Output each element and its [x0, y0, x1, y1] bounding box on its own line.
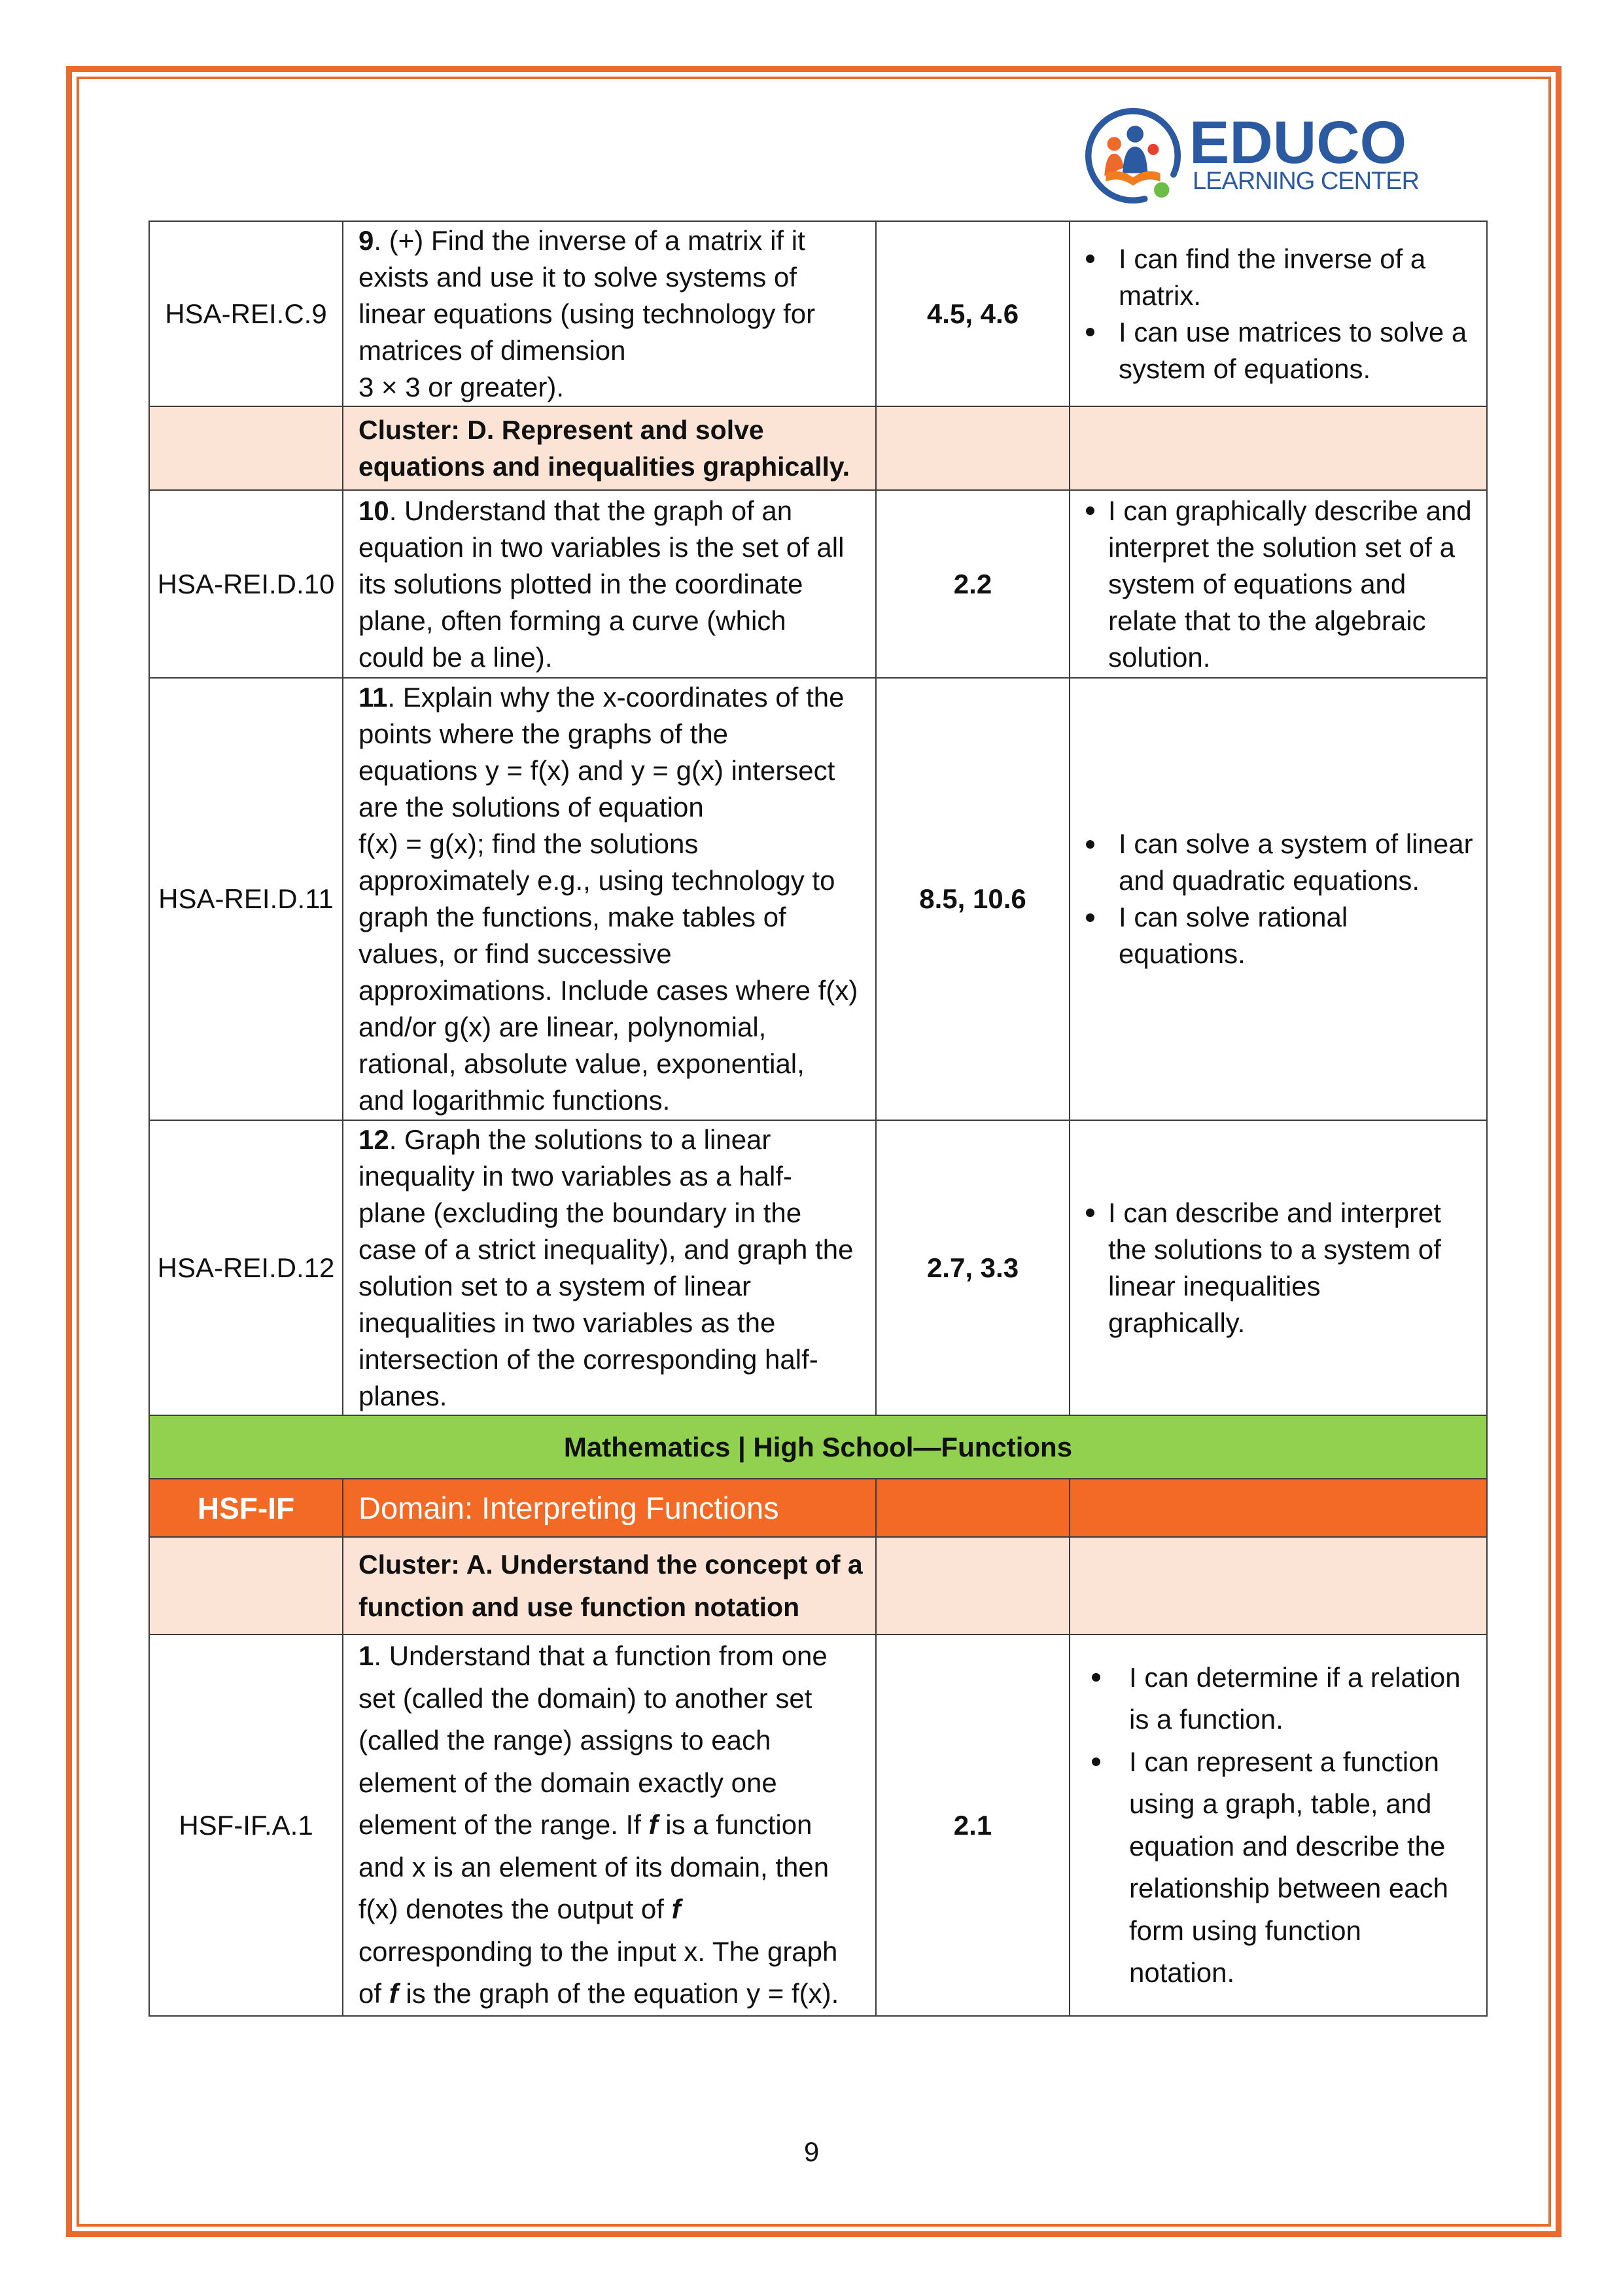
lessons-cell	[877, 679, 1070, 1121]
description-line	[358, 1635, 839, 1678]
description-text: . (+) Find the inverse of a matrix if it	[374, 224, 805, 256]
bullet-icon	[1086, 328, 1094, 336]
description-line	[358, 493, 844, 529]
description-line: and x is an element of its domain, then	[358, 1851, 829, 1882]
domain-title-cell	[343, 1479, 877, 1538]
description-lines	[358, 222, 815, 406]
learning-target	[1070, 241, 1486, 314]
learning-target-line: relationship between each	[1129, 1873, 1449, 1903]
description-text: . Graph the solutions to a linear	[389, 1123, 771, 1155]
description-lines	[358, 1635, 839, 2015]
description-line: case of a strict inequality), and graph the	[358, 1233, 854, 1265]
learning-target-line: and quadratic equations.	[1119, 865, 1420, 896]
description-line: linear equations (using technology for	[358, 298, 816, 329]
function-variable: f	[389, 1978, 398, 2009]
logo-subtitle: LEARNING CENTER	[1193, 168, 1420, 195]
section-header-text: Mathematics | High School—Functions	[563, 1431, 1073, 1462]
description-line: inequality in two variables as a half-	[358, 1160, 793, 1192]
section-header	[150, 1416, 1488, 1479]
logo-book	[1106, 171, 1160, 186]
description-lines	[358, 1122, 853, 1415]
standard-number: 11	[358, 682, 388, 713]
standard-number: 10	[358, 495, 389, 526]
description-line	[358, 679, 858, 716]
learning-target-line: I can solve a system of linear	[1119, 828, 1473, 859]
description-line: element of the domain exactly one	[358, 1767, 777, 1798]
learning-target-line: I can determine if a relation	[1129, 1661, 1461, 1693]
description-line	[358, 1804, 839, 1846]
learning-targets-cell	[1070, 1635, 1488, 2017]
description-line: equation in two variables is the set of all	[358, 531, 845, 563]
bullet-icon	[1086, 1209, 1094, 1217]
description-line	[358, 1122, 853, 1158]
description-line: approximately e.g., using technology to	[358, 865, 835, 896]
description-line	[358, 1888, 839, 1931]
description-text: . Understand that a function from one	[374, 1640, 828, 1672]
description-line: matrices of dimension	[358, 334, 626, 366]
lesson-numbers: 2.2	[953, 568, 992, 599]
cluster-heading-cell	[343, 1538, 877, 1635]
logo-figure-head-blue	[1126, 126, 1143, 143]
description-line: intersection of the corresponding half-	[358, 1343, 818, 1375]
standard-code-cell	[150, 1635, 343, 2017]
standard-code-cell	[150, 679, 343, 1121]
learning-target	[1070, 826, 1486, 899]
description-line: could be a line).	[358, 641, 553, 673]
bullet-icon	[1092, 1673, 1100, 1682]
standards-table	[148, 221, 1488, 2017]
description-line	[358, 1973, 839, 2015]
cluster-heading-line: equations and inequalities graphically.	[358, 451, 850, 482]
bullet-icon	[1086, 913, 1094, 922]
learning-targets-cell	[1070, 1121, 1488, 1416]
lessons-cell	[877, 222, 1070, 407]
standard-description-cell	[343, 1121, 877, 1416]
standard-number: 1	[358, 1640, 374, 1672]
cluster-empty-cell	[877, 407, 1070, 491]
learning-targets-cell	[1070, 491, 1488, 679]
description-line: rational, absolute value, exponential,	[358, 1048, 805, 1079]
description-line: f(x) = g(x); find the solutions	[358, 828, 699, 859]
learning-target	[1070, 314, 1486, 387]
description-line: values, or find successive	[358, 938, 672, 969]
bullet-icon	[1086, 255, 1094, 263]
description-line: its solutions plotted in the coordinate	[358, 568, 803, 599]
learning-target	[1070, 493, 1486, 676]
description-line: points where the graphs of the	[358, 718, 729, 749]
domain-empty-cell	[877, 1479, 1070, 1538]
domain-title: Domain: Interpreting Functions	[358, 1490, 779, 1525]
cluster-empty-cell	[1070, 1538, 1488, 1635]
standard-code-cell	[150, 222, 343, 407]
learning-target	[1070, 1657, 1486, 1741]
learning-target-line: I can solve rational	[1119, 902, 1348, 932]
description-line: exists and use it to solve systems of	[358, 261, 797, 292]
learning-targets-list	[1070, 241, 1486, 387]
standard-number: 12	[358, 1123, 389, 1155]
learning-targets-list	[1070, 493, 1486, 676]
standard-code: HSF-IF.A.1	[179, 1809, 313, 1841]
learning-target-line: is a function.	[1129, 1704, 1283, 1735]
learning-target-line: I can describe and interpret	[1108, 1197, 1441, 1228]
learning-target-line: solution.	[1108, 641, 1211, 673]
description-text: of	[358, 1978, 389, 2009]
learning-target-line: I can graphically describe and	[1108, 495, 1472, 526]
learning-target-line: I can use matrices to solve a	[1119, 316, 1467, 347]
description-line: are the solutions of equation	[358, 792, 704, 822]
description-lines	[358, 679, 858, 1119]
learning-target-line: I can represent a function	[1129, 1746, 1439, 1777]
learning-target-line: notation.	[1129, 1957, 1235, 1988]
description-text: . Understand that the graph of an	[389, 495, 793, 526]
learning-target-line: using a graph, table, and	[1129, 1788, 1432, 1819]
description-line: plane, often forming a curve (which	[358, 605, 786, 636]
lesson-numbers: 2.1	[953, 1809, 992, 1841]
learning-target-line: graphically.	[1108, 1307, 1246, 1338]
logo-title: EDUCO	[1189, 109, 1407, 176]
learning-target	[1070, 1741, 1486, 1994]
logo-figure-head-red	[1147, 144, 1159, 155]
standard-description-cell	[343, 491, 877, 679]
learning-target-line: linear inequalities	[1108, 1270, 1321, 1301]
description-line: approximations. Include cases where f(x)	[358, 975, 858, 1006]
description-line: solution set to a system of linear	[358, 1270, 751, 1301]
description-lines	[358, 493, 844, 676]
standard-code-cell	[150, 491, 343, 679]
domain-code: HSF-IF	[197, 1491, 295, 1525]
cluster-heading	[358, 412, 850, 485]
learning-target-line: system of equations and	[1108, 568, 1406, 599]
learning-targets-list	[1070, 1657, 1486, 1994]
learning-targets-list	[1070, 826, 1486, 972]
learning-target-line: matrix.	[1119, 279, 1201, 311]
function-variable: f	[648, 1809, 658, 1841]
domain-code-cell	[150, 1479, 343, 1538]
learning-targets-cell	[1070, 679, 1488, 1121]
standard-code: HSA-REI.D.11	[158, 883, 334, 914]
cluster-heading-line: Cluster: A. Understand the concept of a	[358, 1549, 863, 1580]
description-line: planes.	[358, 1380, 447, 1411]
logo-green-dot	[1154, 183, 1169, 198]
lesson-numbers: 8.5, 10.6	[919, 883, 1026, 914]
description-line: and logarithmic functions.	[358, 1085, 671, 1116]
description-line: graph the functions, make tables of	[358, 902, 786, 932]
standard-description-cell	[343, 679, 877, 1121]
logo-figure-head-orange	[1108, 137, 1121, 150]
lesson-numbers: 2.7, 3.3	[926, 1252, 1019, 1283]
description-line: inequalities in two variables as the	[358, 1307, 776, 1338]
bullet-icon	[1086, 840, 1094, 849]
cluster-heading-line: Cluster: D. Represent and solve	[358, 415, 764, 445]
cluster-heading-cell	[343, 407, 877, 491]
domain-empty-cell	[1070, 1479, 1488, 1538]
learning-target-line: the solutions to a system of	[1108, 1233, 1441, 1265]
logo-figure-body-blue	[1123, 147, 1147, 173]
bullet-icon	[1092, 1757, 1100, 1766]
lesson-numbers: 4.5, 4.6	[926, 298, 1019, 329]
description-line	[358, 222, 815, 259]
educo-logo-icon	[1081, 103, 1185, 208]
description-line: plane (excluding the boundary in the	[358, 1197, 802, 1228]
learning-target-line: I can find the inverse of a	[1119, 243, 1426, 274]
description-line: (called the range) assigns to each	[358, 1725, 771, 1756]
learning-target-line: form using function	[1129, 1915, 1361, 1946]
bullet-icon	[1086, 506, 1094, 515]
standard-description-cell	[343, 222, 877, 407]
standard-description-cell	[343, 1635, 877, 2017]
description-line: 3 × 3 or greater).	[358, 371, 564, 402]
description-text: is a function	[657, 1809, 812, 1841]
learning-targets-list	[1070, 1195, 1486, 1341]
cluster-empty-cell	[150, 407, 343, 491]
description-line: equations y = f(x) and y = g(x) intersect	[358, 755, 835, 786]
lessons-cell	[877, 1121, 1070, 1416]
learning-target	[1070, 899, 1486, 972]
learning-target-line: interpret the solution set of a	[1108, 531, 1455, 563]
cluster-heading	[358, 1544, 863, 1628]
lessons-cell	[877, 1635, 1070, 2017]
description-text: is the graph of the equation y = f(x).	[398, 1978, 839, 2009]
description-line: set (called the domain) to another set	[358, 1682, 812, 1714]
lessons-cell	[877, 491, 1070, 679]
learning-targets-cell	[1070, 222, 1488, 407]
learning-target	[1070, 1195, 1486, 1341]
page-number: 9	[803, 2136, 820, 2167]
standard-code: HSA-REI.D.10	[157, 568, 335, 599]
cluster-empty-cell	[150, 1538, 343, 1635]
description-text: element of the range. If	[358, 1809, 649, 1841]
description-text: f(x) denotes the output of	[358, 1894, 672, 1925]
learning-target-line: system of equations.	[1119, 353, 1371, 384]
cluster-empty-cell	[1070, 407, 1488, 491]
learning-target-line: equation and describe the	[1129, 1830, 1446, 1862]
standard-code-cell	[150, 1121, 343, 1416]
learning-target-line: relate that to the algebraic	[1108, 605, 1426, 636]
learning-target-line: equations.	[1119, 938, 1246, 969]
cluster-heading-line: function and use function notation	[358, 1591, 800, 1622]
description-text: . Explain why the x-coordinates of the	[387, 682, 845, 713]
standard-number: 9	[358, 224, 374, 256]
description-line: corresponding to the input x. The graph	[358, 1935, 838, 1967]
standard-code: HSA-REI.C.9	[165, 298, 327, 329]
description-line: and/or g(x) are linear, polynomial,	[358, 1012, 767, 1042]
standard-code: HSA-REI.D.12	[157, 1252, 335, 1283]
cluster-empty-cell	[877, 1538, 1070, 1635]
function-variable: f	[671, 1894, 681, 1925]
